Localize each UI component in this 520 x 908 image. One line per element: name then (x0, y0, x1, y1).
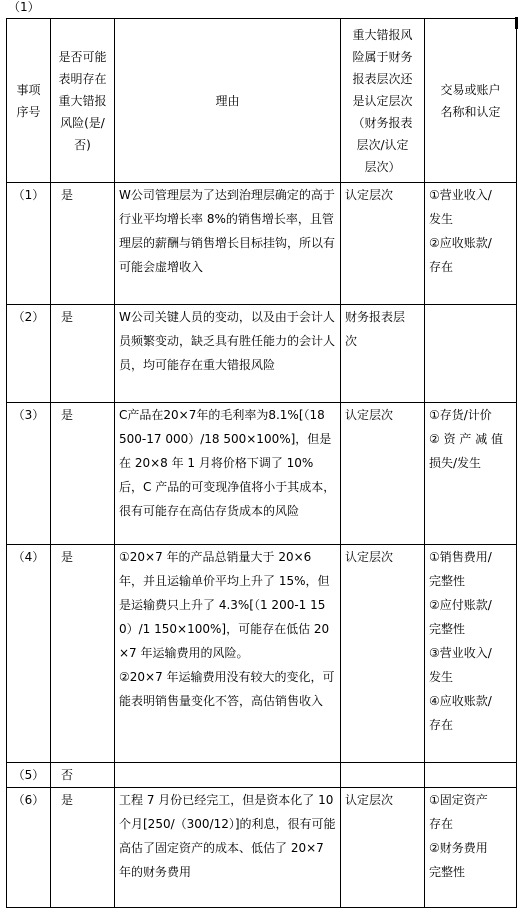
risk-level: 认定层次 (341, 403, 425, 545)
table-row (7, 763, 517, 788)
risk-answer: 是 (51, 545, 115, 763)
row-number: （2） (7, 305, 51, 403)
account-assertion: ①固定资产 存在 ②财务费用 完整性 (425, 788, 517, 908)
account-assertion: ①销售费用/ 完整性 ②应付账款/ 完整性 ③营业收入/ 发生 ④应收账款/ 存在 (425, 545, 517, 763)
row-number: （3） (7, 403, 51, 545)
risk-level: 认定层次 (341, 545, 425, 763)
account-assertion: ①营业收入/ 发生 ②应收账款/ 存在 (425, 183, 517, 305)
table-row (7, 305, 517, 403)
row-number: （1） (7, 183, 51, 305)
risk-answer: 否 (51, 763, 115, 788)
header-reason: 理由 (115, 19, 341, 183)
reason-text: ①20×7 年的产品总销量大于 20×6 年，并且运输单价平均上升了 15%，但是运输费只上升了 4.3%[（1 200-1 150）/1 150×100%]，可能存在低估 20×7 年运输费用的风险。 ②20×7 年运输费用没有较大的变化，可能表明销售量变化不答，高估销售收入 (115, 545, 341, 763)
risk-answer: 是 (51, 183, 115, 305)
risk-answer: 是 (51, 305, 115, 403)
risk-level: 财务报表层 次 (341, 305, 425, 403)
table-row (7, 403, 517, 545)
table-row (7, 183, 517, 305)
reason-text: W公司管理层为了达到治理层确定的高于行业平均增长率 8%的销售增长率，且管理层的薪酬与销售增长目标挂钩，所以有可能会虚增收入 (115, 183, 341, 305)
risk-assessment-table (6, 18, 517, 908)
table-caption: （1） (8, 0, 40, 14)
table-row (7, 545, 517, 763)
reason-text: W公司关键人员的变动，以及由于会计人员频繁变动，缺乏具有胜任能力的会计人员，均可能存在重大错报风险 (115, 305, 341, 403)
risk-level: 认定层次 (341, 788, 425, 908)
header-item-no: 事项 序号 (7, 19, 51, 183)
reason-text: 工程 7 月份已经完工，但是资本化了 10 个月[250/（300/12）]的利息，很有可能高估了固定资产的成本、低估了 20×7 年的财务费用 (115, 788, 341, 908)
header-account-assertion: 交易或账户 名称和认定 (425, 19, 517, 183)
table-header-row (7, 19, 517, 183)
account-assertion (425, 305, 517, 403)
header-risk-level: 重大错报风 险属于财务 报表层次还 是认定层次 （财务报表 层次/认定 层次） (341, 19, 425, 183)
table-row (7, 788, 517, 908)
reason-text: C产品在20×7年的毛利率为8.1%[（18 500-17 000）/18 500×100%]，但是在 20×8 年 1 月将价格下调了 10%后，C 产品的可变现净值将小于其成本，很有可能存在高估存货成本的风险 (115, 403, 341, 545)
account-assertion: ①存货/计价 ② 资 产 减 值 损失/发生 (425, 403, 517, 545)
account-assertion (425, 763, 517, 788)
header-risk-indicator: 是否可能 表明存在 重大错报 风险(是/ 否) (51, 19, 115, 183)
row-number: （6） (7, 788, 51, 908)
risk-level: 认定层次 (341, 183, 425, 305)
risk-answer: 是 (51, 788, 115, 908)
row-number: （4） (7, 545, 51, 763)
risk-level (341, 763, 425, 788)
risk-answer: 是 (51, 403, 115, 545)
reason-text (115, 763, 341, 788)
row-number: （5） (7, 763, 51, 788)
